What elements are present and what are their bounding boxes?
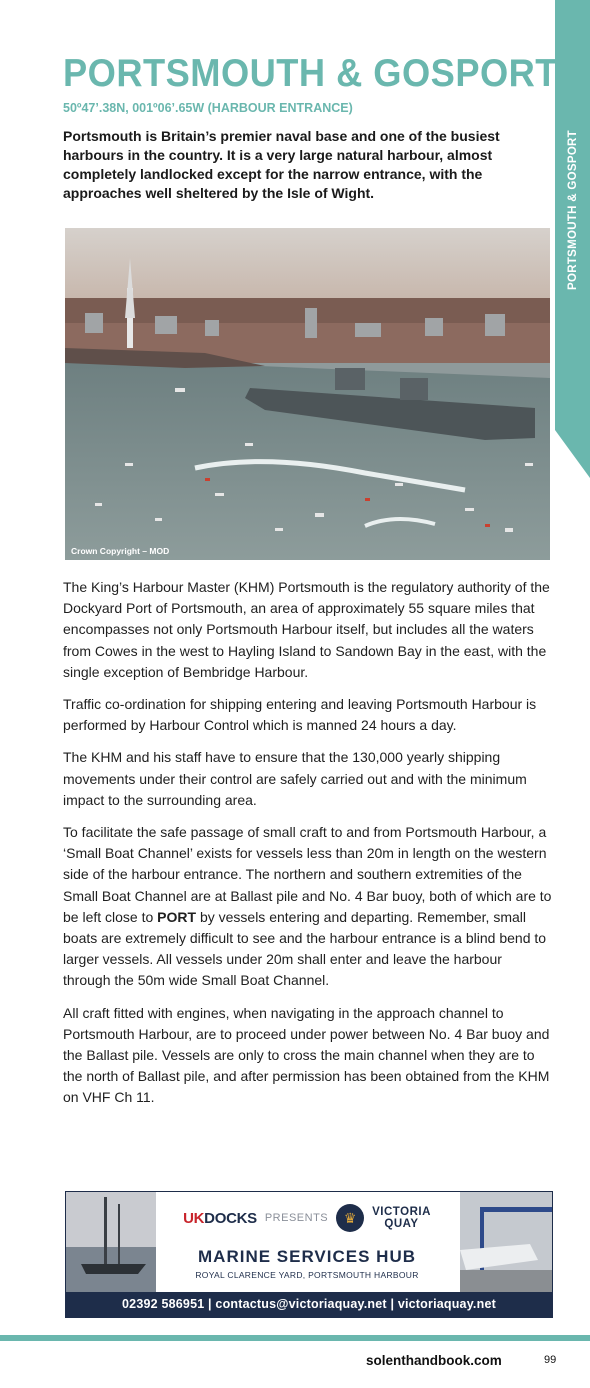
harbour-illustration [65,228,550,560]
advert[interactable] [65,1191,553,1318]
side-tab-label [555,130,590,290]
advert-subline: ROYAL CLARENCE YARD, PORTSMOUTH HARBOUR [195,1270,419,1280]
paragraph-text: To facilitate the safe passage of small craft to and from Portsmouth Harbour, a ‘Small Boat Channel’ exists for vessels less than 20m in length on the western side of the harbour entrance. The northern and southern extremities of the Small Boat Channel are at Ballast pile and No. 4 Bar buoy, both of which are to be left close to [63,824,552,925]
page-title: PORTSMOUTH & GOSPORT [63,52,558,95]
photo-credit: Crown Copyright – MOD [71,546,170,556]
victoria-quay-logo: VICTORIA QUAY [372,1206,431,1230]
footer-rule [0,1335,590,1341]
side-tab-text: PORTSMOUTH & GOSPORT [566,130,579,290]
paragraph-text: by vessels entering and departing. Remember, small boats are extremely difficult to see and the harbour entrance is a blind bend to larger vessels. All vessels under 20m shall enter and leave the harbour through the 50m wide Small Boat Channel. [63,908,547,989]
paragraph: The King’s Harbour Master (KHM) Portsmouth is the regulatory authority of the Dockyard Port of Portsmouth, an area of approximately 55 square miles that encompasses not only Portsmouth Harbour itself, but includes all the waters from Cowes in the west to Hayling Island to Sandown Bay in the east, with the single exception of Bembridge Harbour. [63,579,550,680]
paragraph [63,822,553,992]
intro-paragraph: Portsmouth is Britain’s premier naval base and one of the busiest harbours in the country. It is a very large natural harbour, almost completely landlocked except for the narrow entrance, with the approaches well sheltered by the Isle of Wight. [63,128,500,201]
paragraph: The KHM and his staff have to ensure that the 130,000 yearly shipping movements under their control are safely carried out and with the minimum impact to the surrounding area. [63,749,527,808]
paragraph: Traffic co-ordination for shipping entering and leaving Portsmouth Harbour is performed by Harbour Control which is manned 24 hours a day. [63,696,537,734]
advert-headline: MARINE SERVICES HUB [198,1247,416,1266]
advert-centre [156,1192,458,1292]
marina-photo [66,1192,156,1292]
harbour-photo [65,228,550,560]
crown-icon: ♛ [336,1204,364,1232]
port-emphasis: PORT [157,908,197,925]
page-number: 99 [544,1354,557,1366]
coordinates: 50º47’.38N, 001º06’.65W (HARBOUR ENTRANCE) [63,101,353,115]
paragraph: All craft fitted with engines, when navigating in the approach channel to Portsmouth Harbour, are to proceed under power between No. 4 Bar buoy and the Ballast pile. Vessels are only to cross the main channel when they are to the north of Ballast pile, and after permission has been obtained from the KHM on VHF Ch 11. [63,1004,550,1106]
boatyard-photo [460,1192,552,1292]
presents-label: PRESENTS [264,1212,329,1224]
advert-logos [156,1204,458,1232]
advert-contact-bar[interactable]: 02392 586951 | contactus@victoriaquay.net | victoriaquay.net [66,1292,552,1317]
ukdocks-logo: UKDOCKS [183,1209,257,1227]
site-url[interactable]: solenthandbook.com [366,1353,502,1368]
body-text [63,577,553,1120]
